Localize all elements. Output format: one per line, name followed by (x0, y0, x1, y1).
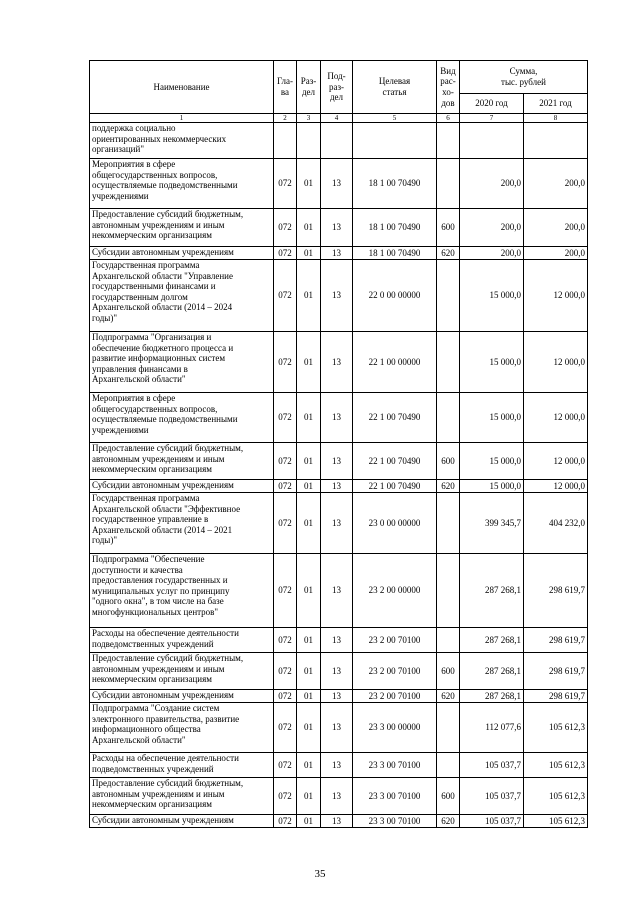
cell-target-article: 23 3 00 70100 (353, 753, 437, 778)
cell-sum-2020: 105 037,7 (460, 778, 524, 815)
cell-subsection: 13 (321, 332, 353, 393)
cell-name: Расходы на обеспечение деятельности подведомственных учреждений (90, 628, 274, 653)
cell-target-article: 22 1 00 70490 (353, 443, 437, 480)
cell-chapter: 072 (274, 209, 297, 247)
cell-name: Субсидии автономным учреждениям (90, 247, 274, 260)
cell-expense-type (437, 703, 460, 753)
cell-name: Мероприятия в сфере общегосударственных вопросов, осуществляемые подведомственными учреждениями (90, 159, 274, 209)
cell-expense-type: 620 (437, 480, 460, 493)
table-row (90, 247, 588, 260)
cell-name: Подпрограмма "Создание систем электронного правительства, развитие информационного общества Архангельской области" (90, 703, 274, 753)
cell-chapter: 072 (274, 653, 297, 690)
cell-chapter: 072 (274, 480, 297, 493)
cell-section (297, 123, 321, 159)
cell-sum-2021: 200,0 (524, 159, 588, 209)
cell-subsection: 13 (321, 554, 353, 628)
table-row (90, 703, 588, 753)
header-section-label: Раз- дел (300, 76, 317, 97)
cell-sum-2020: 105 037,7 (460, 815, 524, 828)
cell-expense-type (437, 159, 460, 209)
header-expense-type-label: Вид рас- хо- дов (440, 65, 456, 108)
table-row (90, 159, 588, 209)
cell-name: Предоставление субсидий бюджетным, автономным учреждениям и иным некоммерческим организациям (90, 209, 274, 247)
cell-sum-2020: 287 268,1 (460, 690, 524, 703)
cell-section: 01 (297, 209, 321, 247)
table-row (90, 209, 588, 247)
header-chapter (274, 61, 297, 114)
cell-sum-2021: 12 000,0 (524, 260, 588, 332)
cell-sum-2020: 112 077,6 (460, 703, 524, 753)
col-number: 1 (90, 114, 274, 123)
header-year-2021: 2021 год (524, 94, 588, 114)
cell-sum-2020: 105 037,7 (460, 753, 524, 778)
cell-chapter: 072 (274, 690, 297, 703)
cell-target-article: 23 2 00 70100 (353, 653, 437, 690)
cell-sum-2020: 287 268,1 (460, 653, 524, 690)
cell-section: 01 (297, 815, 321, 828)
cell-target-article: 22 1 00 70490 (353, 393, 437, 443)
cell-expense-type: 620 (437, 247, 460, 260)
col-number: 5 (353, 114, 437, 123)
cell-chapter: 072 (274, 554, 297, 628)
cell-target-article: 23 3 00 00000 (353, 703, 437, 753)
cell-subsection: 13 (321, 159, 353, 209)
cell-sum-2020: 287 268,1 (460, 628, 524, 653)
cell-subsection: 13 (321, 653, 353, 690)
cell-subsection: 13 (321, 778, 353, 815)
table-body (90, 123, 588, 828)
cell-sum-2020 (460, 123, 524, 159)
cell-sum-2020: 15 000,0 (460, 393, 524, 443)
col-number: 8 (524, 114, 588, 123)
cell-expense-type (437, 753, 460, 778)
cell-sum-2021: 298 619,7 (524, 628, 588, 653)
cell-section: 01 (297, 753, 321, 778)
cell-chapter: 072 (274, 778, 297, 815)
cell-section: 01 (297, 493, 321, 554)
cell-subsection: 13 (321, 815, 353, 828)
cell-sum-2021: 12 000,0 (524, 393, 588, 443)
cell-subsection: 13 (321, 260, 353, 332)
cell-name: Подпрограмма "Организация и обеспечение бюджетного процесса и развитие информационных систем управления финансами в Архангельской области" (90, 332, 274, 393)
cell-target-article: 18 1 00 70490 (353, 209, 437, 247)
cell-chapter (274, 123, 297, 159)
cell-name: Предоставление субсидий бюджетным, автономным учреждениям и иным некоммерческим организациям (90, 443, 274, 480)
cell-name: Предоставление субсидий бюджетным, автономным учреждениям и иным некоммерческим организациям (90, 778, 274, 815)
table-row (90, 493, 588, 554)
cell-target-article: 23 2 00 70100 (353, 690, 437, 703)
cell-sum-2021: 105 612,3 (524, 778, 588, 815)
cell-sum-2021: 404 232,0 (524, 493, 588, 554)
cell-chapter: 072 (274, 703, 297, 753)
cell-section: 01 (297, 260, 321, 332)
cell-chapter: 072 (274, 628, 297, 653)
cell-chapter: 072 (274, 159, 297, 209)
cell-expense-type: 620 (437, 815, 460, 828)
cell-target-article (353, 123, 437, 159)
cell-subsection: 13 (321, 443, 353, 480)
cell-target-article: 23 0 00 00000 (353, 493, 437, 554)
cell-sum-2021: 298 619,7 (524, 653, 588, 690)
cell-subsection: 13 (321, 493, 353, 554)
cell-sum-2021: 12 000,0 (524, 332, 588, 393)
cell-subsection: 13 (321, 480, 353, 493)
cell-expense-type (437, 123, 460, 159)
cell-name: Расходы на обеспечение деятельности подведомственных учреждений (90, 753, 274, 778)
cell-target-article: 23 2 00 00000 (353, 554, 437, 628)
cell-section: 01 (297, 690, 321, 703)
table-row (90, 260, 588, 332)
cell-target-article: 22 1 00 00000 (353, 332, 437, 393)
table-row (90, 628, 588, 653)
col-number: 7 (460, 114, 524, 123)
cell-name: Мероприятия в сфере общегосударственных вопросов, осуществляемые подведомственными учреждениями (90, 393, 274, 443)
header-year-2020: 2020 год (460, 94, 524, 114)
cell-sum-2021 (524, 123, 588, 159)
cell-name: Предоставление субсидий бюджетным, автономным учреждениям и иным некоммерческим организациям (90, 653, 274, 690)
cell-chapter: 072 (274, 815, 297, 828)
cell-sum-2020: 200,0 (460, 247, 524, 260)
cell-sum-2021: 200,0 (524, 247, 588, 260)
col-number: 4 (321, 114, 353, 123)
table-row (90, 690, 588, 703)
cell-subsection: 13 (321, 753, 353, 778)
col-number: 2 (274, 114, 297, 123)
cell-section: 01 (297, 443, 321, 480)
cell-name: Субсидии автономным учреждениям (90, 480, 274, 493)
cell-sum-2020: 200,0 (460, 159, 524, 209)
cell-sum-2020: 200,0 (460, 209, 524, 247)
cell-expense-type (437, 493, 460, 554)
budget-table (89, 60, 588, 828)
cell-expense-type (437, 554, 460, 628)
cell-sum-2021: 12 000,0 (524, 443, 588, 480)
cell-sum-2021: 105 612,3 (524, 815, 588, 828)
cell-sum-2020: 15 000,0 (460, 260, 524, 332)
cell-target-article: 18 1 00 70490 (353, 247, 437, 260)
table-row (90, 653, 588, 690)
cell-expense-type (437, 628, 460, 653)
cell-chapter: 072 (274, 260, 297, 332)
cell-section: 01 (297, 554, 321, 628)
cell-sum-2020: 15 000,0 (460, 443, 524, 480)
header-expense-type (437, 61, 460, 114)
cell-subsection (321, 123, 353, 159)
header-section (297, 61, 321, 114)
cell-subsection: 13 (321, 209, 353, 247)
cell-expense-type (437, 393, 460, 443)
cell-target-article: 18 1 00 70490 (353, 159, 437, 209)
cell-target-article: 22 1 00 70490 (353, 480, 437, 493)
cell-sum-2020: 287 268,1 (460, 554, 524, 628)
cell-section: 01 (297, 247, 321, 260)
page-number: 35 (314, 868, 326, 880)
cell-sum-2020: 15 000,0 (460, 480, 524, 493)
cell-sum-2021: 298 619,7 (524, 690, 588, 703)
table-row (90, 443, 588, 480)
header-sum-label: Сумма, тыс. рублей (501, 66, 546, 87)
cell-subsection: 13 (321, 628, 353, 653)
header-subsection-label: Под- раз- дел (327, 71, 346, 103)
cell-section: 01 (297, 628, 321, 653)
cell-sum-2021: 298 619,7 (524, 554, 588, 628)
cell-expense-type: 620 (437, 690, 460, 703)
cell-section: 01 (297, 480, 321, 493)
table-row (90, 393, 588, 443)
cell-section: 01 (297, 393, 321, 443)
cell-name: поддержка социально ориентированных некоммерческих организаций" (90, 123, 274, 159)
cell-sum-2021: 105 612,3 (524, 703, 588, 753)
cell-subsection: 13 (321, 690, 353, 703)
cell-chapter: 072 (274, 332, 297, 393)
col-number: 6 (437, 114, 460, 123)
cell-name: Подпрограмма "Обеспечение доступности и качества предоставления государственных и муниципальных услуг по принципу "одного окна", в том числе на базе многофункциональных центров" (90, 554, 274, 628)
cell-name: Государственная программа Архангельской области "Эффективное государственное управление в Архангельской области (2014 – 2021 годы)" (90, 493, 274, 554)
header-target-label: Целевая статья (378, 76, 411, 97)
table-row (90, 480, 588, 493)
cell-subsection: 13 (321, 703, 353, 753)
table-row (90, 815, 588, 828)
header-name: Наименование (90, 61, 274, 114)
table-row (90, 123, 588, 159)
cell-section: 01 (297, 653, 321, 690)
cell-section: 01 (297, 778, 321, 815)
cell-chapter: 072 (274, 493, 297, 554)
cell-section: 01 (297, 703, 321, 753)
cell-name: Государственная программа Архангельской области "Управление государственными финансами и государственным долгом Архангельской области (2014 – 2024 годы)" (90, 260, 274, 332)
cell-sum-2021: 105 612,3 (524, 753, 588, 778)
cell-expense-type: 600 (437, 443, 460, 480)
cell-expense-type: 600 (437, 653, 460, 690)
cell-target-article: 23 3 00 70100 (353, 778, 437, 815)
cell-subsection: 13 (321, 393, 353, 443)
cell-sum-2021: 200,0 (524, 209, 588, 247)
cell-target-article: 23 2 00 70100 (353, 628, 437, 653)
header-subsection (321, 61, 353, 114)
header-chapter-label: Гла- ва (276, 76, 293, 97)
cell-sum-2020: 15 000,0 (460, 332, 524, 393)
cell-expense-type (437, 332, 460, 393)
cell-sum-2021: 12 000,0 (524, 480, 588, 493)
cell-chapter: 072 (274, 247, 297, 260)
cell-section: 01 (297, 159, 321, 209)
table-row (90, 332, 588, 393)
cell-expense-type (437, 260, 460, 332)
header-target-article (353, 61, 437, 114)
cell-chapter: 072 (274, 753, 297, 778)
header-sum (460, 61, 588, 94)
cell-sum-2020: 399 345,7 (460, 493, 524, 554)
cell-expense-type: 600 (437, 778, 460, 815)
cell-chapter: 072 (274, 393, 297, 443)
cell-subsection: 13 (321, 247, 353, 260)
cell-name: Субсидии автономным учреждениям (90, 815, 274, 828)
table-row (90, 554, 588, 628)
cell-chapter: 072 (274, 443, 297, 480)
cell-section: 01 (297, 332, 321, 393)
cell-expense-type: 600 (437, 209, 460, 247)
cell-target-article: 23 3 00 70100 (353, 815, 437, 828)
cell-name: Субсидии автономным учреждениям (90, 690, 274, 703)
table-row (90, 753, 588, 778)
col-number: 3 (297, 114, 321, 123)
cell-target-article: 22 0 00 00000 (353, 260, 437, 332)
table-row (90, 778, 588, 815)
